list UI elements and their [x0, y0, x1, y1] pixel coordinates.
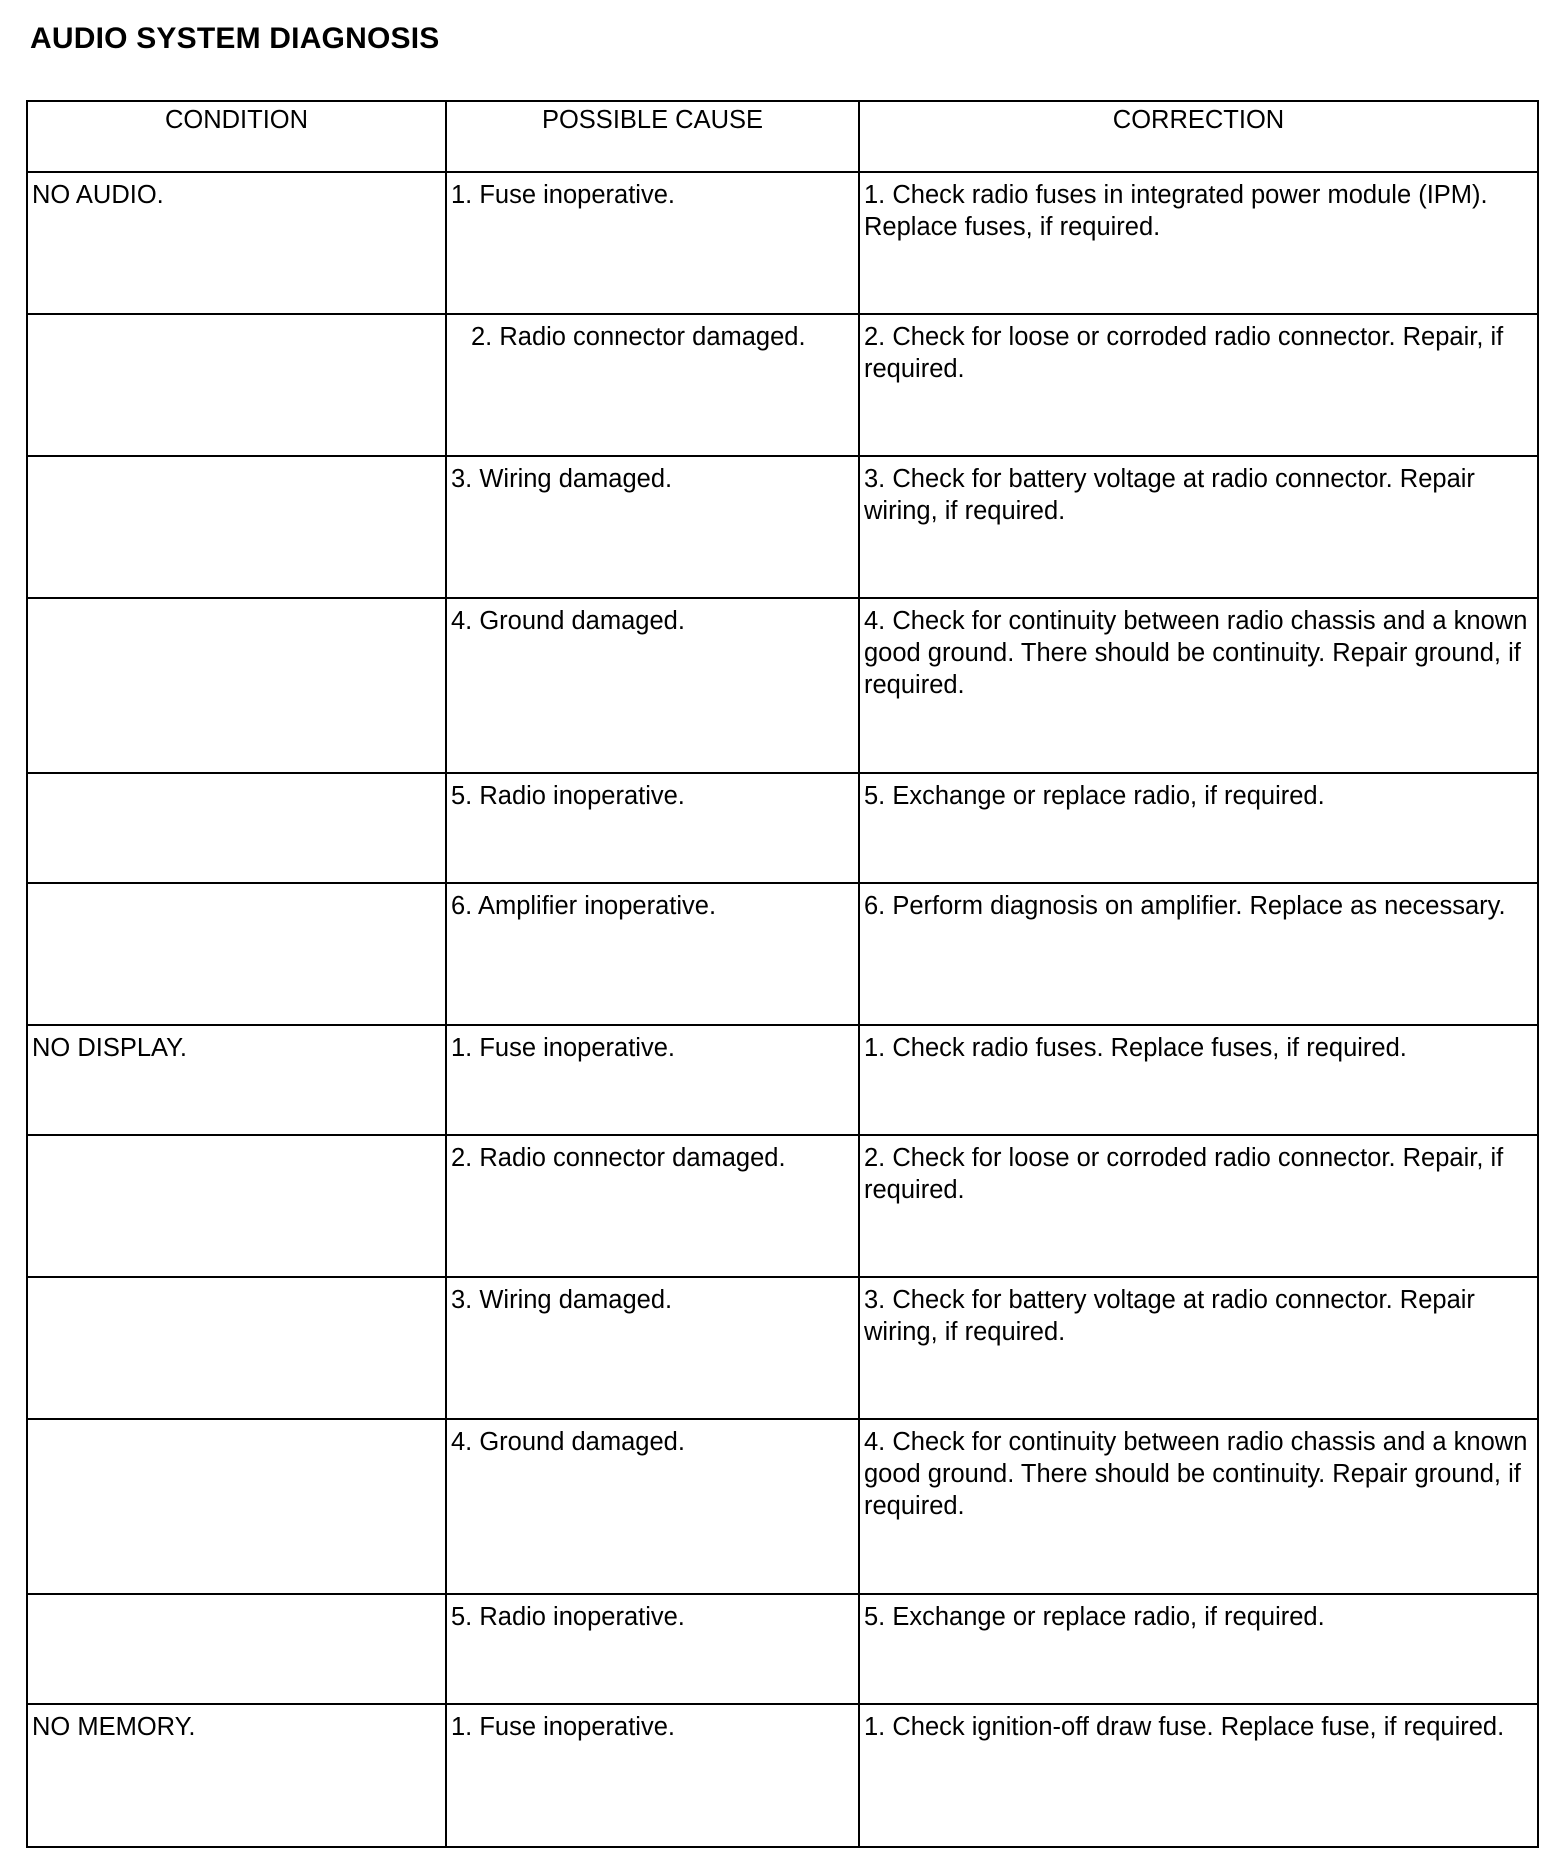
correction-cell: 1. Check radio fuses in integrated power module (IPM). Replace fuses, if required.: [859, 172, 1538, 314]
table-row: [27, 1704, 1538, 1847]
cause-cell: 4. Ground damaged.: [446, 598, 859, 772]
cause-cell: 2. Radio connector damaged.: [446, 314, 859, 456]
correction-cell: 5. Exchange or replace radio, if required.: [859, 1594, 1538, 1704]
condition-cell: [27, 1594, 446, 1704]
condition-cell: [27, 456, 446, 598]
condition-cell: [27, 314, 446, 456]
header-correction: CORRECTION: [859, 101, 1538, 172]
condition-cell: NO AUDIO.: [27, 172, 446, 314]
correction-cell: 4. Check for continuity between radio chassis and a known good ground. There should be continuity. Repair ground, if required.: [859, 1419, 1538, 1593]
header-row: [27, 101, 1538, 172]
condition-cell: [27, 1419, 446, 1593]
condition-cell: [27, 1277, 446, 1419]
header-possible-cause: POSSIBLE CAUSE: [446, 101, 859, 172]
correction-cell: 4. Check for continuity between radio chassis and a known good ground. There should be continuity. Repair ground, if required.: [859, 598, 1538, 772]
table-row: [27, 773, 1538, 883]
table-row: [27, 172, 1538, 314]
correction-cell: 6. Perform diagnosis on amplifier. Replace as necessary.: [859, 883, 1538, 1025]
table-row: [27, 1419, 1538, 1593]
correction-cell: 5. Exchange or replace radio, if required.: [859, 773, 1538, 883]
cause-cell: 6. Amplifier inoperative.: [446, 883, 859, 1025]
correction-cell: 3. Check for battery voltage at radio connector. Repair wiring, if required.: [859, 456, 1538, 598]
cause-cell: 1. Fuse inoperative.: [446, 172, 859, 314]
cause-cell: 1. Fuse inoperative.: [446, 1025, 859, 1135]
table-row: [27, 1277, 1538, 1419]
table-row: [27, 1594, 1538, 1704]
table-row: [27, 456, 1538, 598]
correction-cell: 2. Check for loose or corroded radio connector. Repair, if required.: [859, 1135, 1538, 1277]
correction-cell: 3. Check for battery voltage at radio connector. Repair wiring, if required.: [859, 1277, 1538, 1419]
condition-cell: [27, 598, 446, 772]
condition-cell: NO DISPLAY.: [27, 1025, 446, 1135]
cause-cell: 5. Radio inoperative.: [446, 1594, 859, 1704]
table-row: [27, 598, 1538, 772]
cause-cell: 3. Wiring damaged.: [446, 456, 859, 598]
cause-cell: 4. Ground damaged.: [446, 1419, 859, 1593]
cause-cell: 3. Wiring damaged.: [446, 1277, 859, 1419]
header-condition: CONDITION: [27, 101, 446, 172]
correction-cell: 1. Check radio fuses. Replace fuses, if required.: [859, 1025, 1538, 1135]
condition-cell: NO MEMORY.: [27, 1704, 446, 1847]
table-row: [27, 314, 1538, 456]
table-row: [27, 883, 1538, 1025]
table-row: [27, 1025, 1538, 1135]
cause-cell: 1. Fuse inoperative.: [446, 1704, 859, 1847]
table-row: [27, 1135, 1538, 1277]
condition-cell: [27, 773, 446, 883]
diagnosis-table: [26, 100, 1539, 1848]
correction-cell: 1. Check ignition-off draw fuse. Replace fuse, if required.: [859, 1704, 1538, 1847]
condition-cell: [27, 1135, 446, 1277]
condition-cell: [27, 883, 446, 1025]
cause-cell: 2. Radio connector damaged.: [446, 1135, 859, 1277]
cause-cell: 5. Radio inoperative.: [446, 773, 859, 883]
page-title: AUDIO SYSTEM DIAGNOSIS: [30, 22, 440, 55]
correction-cell: 2. Check for loose or corroded radio connector. Repair, if required.: [859, 314, 1538, 456]
